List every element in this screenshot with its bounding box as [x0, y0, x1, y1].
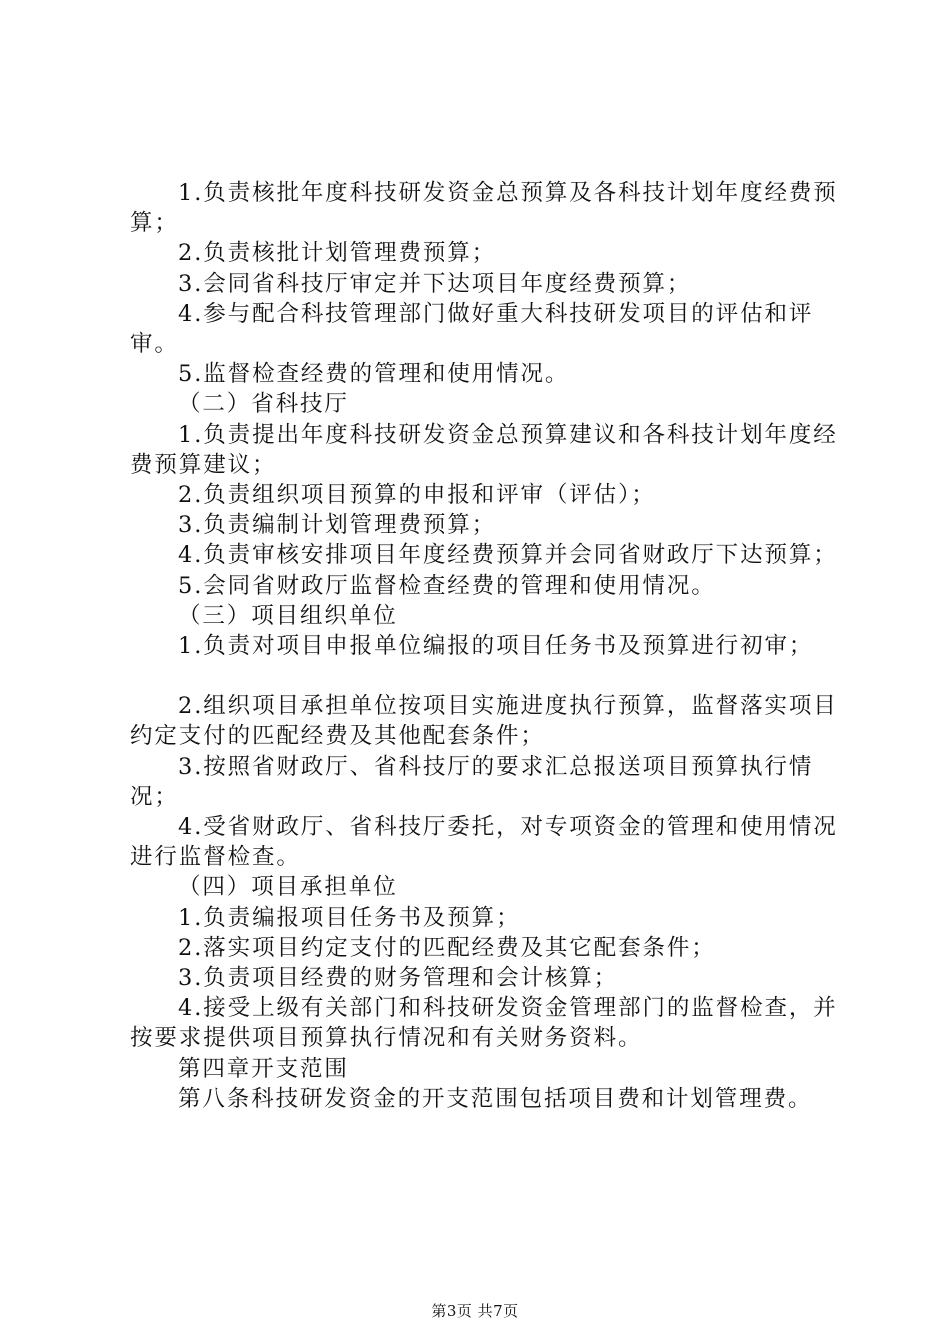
paragraph: 4.接受上级有关部门和科技研发资金管理部门的监督检查，并按要求提供项目预算执行情况和有关财务资料。: [130, 995, 838, 1052]
paragraph: 2.负责核批计划管理费预算；: [178, 240, 497, 267]
section-heading: （三）项目组织单位: [178, 602, 398, 629]
page-footer: 第3页 共7页: [431, 1302, 519, 1320]
paragraph: 1.负责核批年度科技研发资金总预算及各科技计划年度经费预算；: [130, 180, 838, 237]
section-heading: （二）省科技厅: [178, 391, 349, 418]
paragraph: 1.负责编报项目任务书及预算；: [178, 904, 521, 931]
paragraph: 4.参与配合科技管理部门做好重大科技研发项目的评估和评审。: [130, 300, 814, 358]
paragraph: 2.负责组织项目预算的申报和评审（评估）；: [178, 482, 656, 509]
section-heading: （四）项目承担单位: [178, 874, 398, 901]
chapter-heading: 第四章开支范围: [178, 1055, 349, 1082]
paragraph: 4.受省财政厅、省科技厅委托，对专项资金的管理和使用情况进行监督检查。: [130, 814, 838, 871]
paragraph: 3.负责编制计划管理费预算；: [178, 512, 497, 539]
paragraph: 2.落实项目约定支付的匹配经费及其它配套条件；: [178, 934, 716, 961]
paragraph: 1.负责对项目申报单位编报的项目任务书及预算进行初审；: [178, 633, 814, 660]
paragraph: 第八条科技研发资金的开支范围包括项目费和计划管理费。: [178, 1085, 813, 1112]
document-body: [130, 178, 840, 1114]
paragraph: 2.组织项目承担单位按项目实施进度执行预算，监督落实项目约定支付的匹配经费及其他配套条件；: [130, 693, 838, 750]
paragraph: 3.会同省科技厅审定并下达项目年度经费预算；: [178, 270, 692, 297]
paragraph: 3.负责项目经费的财务管理和会计核算；: [178, 965, 619, 992]
paragraph: 4.负责审核安排项目年度经费预算并会同省财政厅下达预算；: [178, 542, 838, 569]
blank-line: [130, 661, 840, 691]
paragraph: 1.负责提出年度科技研发资金总预算建议和各科技计划年度经费预算建议；: [130, 421, 838, 478]
paragraph: 3.按照省财政厅、省科技厅的要求汇总报送项目预算执行情况；: [130, 753, 814, 810]
paragraph: 5.会同省财政厅监督检查经费的管理和使用情况。: [178, 572, 716, 599]
paragraph: 5.监督检查经费的管理和使用情况。: [178, 361, 570, 388]
